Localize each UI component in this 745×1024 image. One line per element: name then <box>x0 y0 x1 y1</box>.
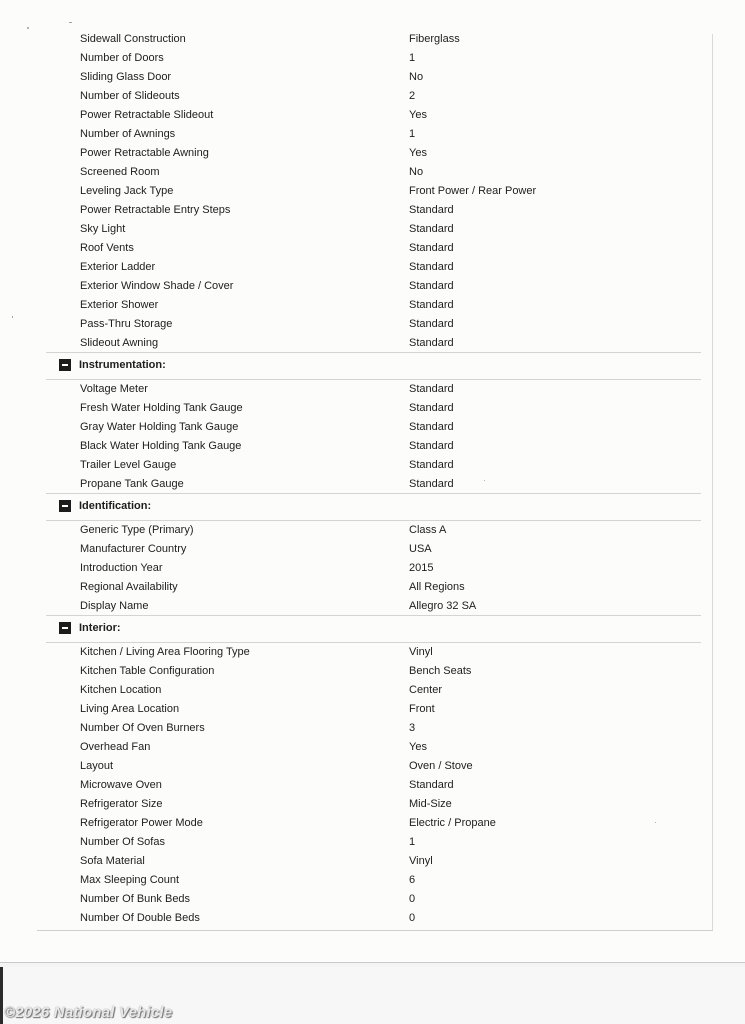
spec-label: Pass-Thru Storage <box>80 318 173 330</box>
spec-value: Fiberglass <box>409 33 460 45</box>
spec-value: USA <box>409 543 432 555</box>
spec-value: Standard <box>409 440 454 452</box>
spec-row-double-beds <box>0 909 712 928</box>
page-border-bottom <box>37 930 713 931</box>
spec-value: Allegro 32 SA <box>409 600 477 612</box>
spec-label: Power Retractable Awning <box>80 147 209 159</box>
spec-label: Exterior Shower <box>80 299 159 311</box>
spec-label: Voltage Meter <box>80 383 148 395</box>
spec-label: Sofa Material <box>80 855 145 867</box>
spec-value: Front <box>409 703 435 715</box>
spec-row-microwave-oven <box>0 776 712 795</box>
spec-label: Regional Availability <box>80 581 178 593</box>
spec-value: Standard <box>409 402 454 414</box>
spec-value: Standard <box>409 779 454 791</box>
spec-label: Max Sleeping Count <box>80 874 180 886</box>
copyright-watermark: ©2026 National Vehicle <box>4 1004 173 1021</box>
spec-row-exterior-ladder <box>0 258 712 277</box>
spec-label: Black Water Holding Tank Gauge <box>80 440 242 452</box>
spec-value: Standard <box>409 318 454 330</box>
spec-row-voltage-meter <box>0 380 712 399</box>
spec-row-number-of-doors <box>0 49 712 68</box>
spec-value: Standard <box>409 280 454 292</box>
spec-row-slideout-awning <box>0 334 712 353</box>
section-header-interior[interactable] <box>46 615 701 643</box>
spec-row-overhead-fan <box>0 738 712 757</box>
spec-label: Gray Water Holding Tank Gauge <box>80 421 239 433</box>
spec-value: 0 <box>409 893 416 905</box>
spec-label: Sliding Glass Door <box>80 71 172 83</box>
spec-value: No <box>409 166 424 178</box>
collapse-icon[interactable] <box>59 622 71 634</box>
spec-row-sofa-material <box>0 852 712 871</box>
spec-row-screened-room <box>0 163 712 182</box>
spec-label: Sidewall Construction <box>80 33 186 45</box>
spec-label: Power Retractable Entry Steps <box>80 204 231 216</box>
spec-row-sliding-glass-door <box>0 68 712 87</box>
spec-label: Number Of Sofas <box>80 836 165 848</box>
spec-value: All Regions <box>409 581 465 593</box>
spec-label: Display Name <box>80 600 149 612</box>
spec-label: Generic Type (Primary) <box>80 524 194 536</box>
spec-value: No <box>409 71 424 83</box>
spec-row-exterior-window-shade <box>0 277 712 296</box>
spec-row-max-sleeping-count <box>0 871 712 890</box>
spec-label: Kitchen Table Configuration <box>80 665 215 677</box>
spec-row-oven-burners <box>0 719 712 738</box>
spec-label: Microwave Oven <box>80 779 162 791</box>
spec-row-gray-water-gauge <box>0 418 712 437</box>
spec-row-fresh-water-gauge <box>0 399 712 418</box>
spec-value: Standard <box>409 261 454 273</box>
spec-value: Yes <box>409 741 427 753</box>
spec-value: 0 <box>409 912 416 924</box>
spec-row-regional-availability <box>0 578 712 597</box>
collapse-icon[interactable] <box>59 359 71 371</box>
spec-label: Exterior Window Shade / Cover <box>80 280 234 292</box>
spec-label: Trailer Level Gauge <box>80 459 177 471</box>
spec-value: Standard <box>409 459 454 471</box>
spec-label: Leveling Jack Type <box>80 185 174 197</box>
spec-row-leveling-jack-type <box>0 182 712 201</box>
spec-label: Number Of Bunk Beds <box>80 893 191 905</box>
spec-label: Overhead Fan <box>80 741 151 753</box>
spec-row-roof-vents <box>0 239 712 258</box>
spec-value: Mid-Size <box>409 798 452 810</box>
spec-value: Vinyl <box>409 646 433 658</box>
spec-value: Class A <box>409 524 447 536</box>
spec-label: Exterior Ladder <box>80 261 156 273</box>
spec-value: 1 <box>409 836 416 848</box>
spec-value: Standard <box>409 299 454 311</box>
spec-value: Standard <box>409 421 454 433</box>
spec-value: 3 <box>409 722 416 734</box>
spec-value: Vinyl <box>409 855 433 867</box>
spec-label: Fresh Water Holding Tank Gauge <box>80 402 243 414</box>
scan-speck <box>69 22 72 23</box>
spec-row-trailer-level-gauge <box>0 456 712 475</box>
spec-value: Center <box>409 684 443 696</box>
spec-label: Power Retractable Slideout <box>80 109 214 121</box>
spec-value: Standard <box>409 204 454 216</box>
spec-row-manufacturer-country <box>0 540 712 559</box>
spec-value: 1 <box>409 52 416 64</box>
spec-row-pass-thru-storage <box>0 315 712 334</box>
spec-row-refrigerator-size <box>0 795 712 814</box>
spec-value: Standard <box>409 223 454 235</box>
spec-row-kitchen-table-configuration <box>0 662 712 681</box>
spec-label: Number of Slideouts <box>80 90 180 102</box>
spec-row-black-water-gauge <box>0 437 712 456</box>
spec-label: Refrigerator Power Mode <box>80 817 203 829</box>
spec-row-power-retractable-slideout <box>0 106 712 125</box>
spec-value: 2015 <box>409 562 434 574</box>
spec-label: Propane Tank Gauge <box>80 478 184 490</box>
spec-label: Sky Light <box>80 223 126 235</box>
section-header-instrumentation[interactable] <box>46 352 701 380</box>
spec-row-flooring-type <box>0 643 712 662</box>
spec-value: Oven / Stove <box>409 760 473 772</box>
scan-speck <box>27 27 29 29</box>
section-title: Interior: <box>79 622 121 634</box>
spec-row-sidewall-construction <box>0 30 712 49</box>
spec-row-living-area-location <box>0 700 712 719</box>
spec-value: Standard <box>409 242 454 254</box>
spec-label: Layout <box>80 760 114 772</box>
spec-label: Slideout Awning <box>80 337 159 349</box>
collapse-icon[interactable] <box>59 500 71 512</box>
spec-row-number-of-slideouts <box>0 87 712 106</box>
spec-value: 2 <box>409 90 416 102</box>
spec-label: Manufacturer Country <box>80 543 187 555</box>
spec-value: 6 <box>409 874 416 886</box>
spec-row-power-retractable-awning <box>0 144 712 163</box>
spec-label: Number Of Oven Burners <box>80 722 205 734</box>
spec-label: Roof Vents <box>80 242 134 254</box>
spec-row-number-of-awnings <box>0 125 712 144</box>
spec-row-layout <box>0 757 712 776</box>
spec-value: Standard <box>409 337 454 349</box>
spec-value: Front Power / Rear Power <box>409 185 537 197</box>
spec-label: Kitchen / Living Area Flooring Type <box>80 646 250 658</box>
spec-row-display-name <box>0 597 712 616</box>
spec-row-sky-light <box>0 220 712 239</box>
spec-label: Number of Doors <box>80 52 164 64</box>
spec-row-power-retractable-entry-steps <box>0 201 712 220</box>
spec-value: Standard <box>409 478 454 490</box>
section-title: Identification: <box>79 500 152 512</box>
spec-label: Living Area Location <box>80 703 180 715</box>
spec-label: Introduction Year <box>80 562 163 574</box>
spec-value: Yes <box>409 109 427 121</box>
spec-value: 1 <box>409 128 416 140</box>
spec-row-number-of-sofas <box>0 833 712 852</box>
spec-row-bunk-beds <box>0 890 712 909</box>
spec-value: Standard <box>409 383 454 395</box>
spec-row-refrigerator-power-mode <box>0 814 712 833</box>
spec-label: Screened Room <box>80 166 160 178</box>
spec-row-generic-type <box>0 521 712 540</box>
page-border-right <box>712 34 713 930</box>
spec-row-kitchen-location <box>0 681 712 700</box>
section-header-identification[interactable] <box>46 493 701 521</box>
spec-label: Refrigerator Size <box>80 798 163 810</box>
spec-label: Number Of Double Beds <box>80 912 200 924</box>
spec-value: Electric / Propane <box>409 817 496 829</box>
spec-value: Bench Seats <box>409 665 472 677</box>
spec-label: Number of Awnings <box>80 128 176 140</box>
spec-value: Yes <box>409 147 427 159</box>
spec-row-introduction-year <box>0 559 712 578</box>
section-title: Instrumentation: <box>79 359 166 371</box>
spec-label: Kitchen Location <box>80 684 162 696</box>
spec-row-exterior-shower <box>0 296 712 315</box>
spec-row-propane-tank-gauge <box>0 475 712 494</box>
